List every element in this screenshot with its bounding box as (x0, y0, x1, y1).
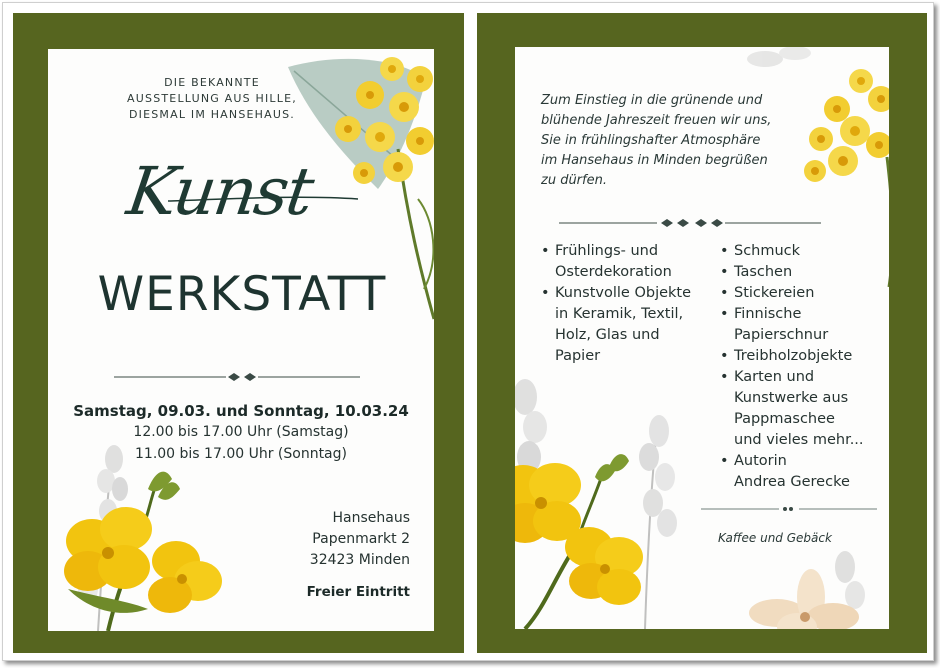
list-item-line: und vieles mehr... (734, 432, 864, 448)
list-item (720, 451, 880, 493)
address-street: Papenmarkt 2 (312, 531, 410, 547)
list-item-line: • Frühlings- und (555, 243, 659, 259)
right-flyer-card (515, 47, 889, 629)
list-item-line: Papier (555, 348, 601, 364)
welcome-line: blühende Jahreszeit freuen wir uns, (541, 113, 772, 128)
opening-time-sunday: 11.00 bis 17.00 Uhr (Sonntag) (135, 446, 347, 462)
list-item-line: • Karten und (734, 369, 815, 385)
list-item-line: • Schmuck (734, 243, 801, 259)
list-item-line: • Kunstvolle Objekte (555, 285, 692, 301)
list-item (720, 367, 880, 451)
welcome-line: Sie in frühlingshafter Atmosphäre (541, 133, 761, 148)
exhibit-list-left (541, 241, 711, 367)
list-item-line: Papierschnur (734, 327, 829, 343)
intro-line: DIE BEKANNTE (164, 76, 260, 89)
list-item (720, 283, 880, 304)
welcome-line: Zum Einstieg in die grünende und (541, 93, 763, 108)
welcome-text (541, 91, 801, 191)
admission-note: Freier Eintritt (306, 584, 410, 600)
left-flyer (13, 13, 464, 653)
list-item-line: Kunstwerke aus (734, 390, 849, 406)
evening-primrose-flower-icon (64, 472, 222, 631)
list-item (720, 262, 880, 283)
title-main: WERKSTATT (97, 267, 387, 322)
list-item-line: • Taschen (734, 264, 793, 280)
exhibit-list-right (720, 241, 880, 493)
address-city: 32423 Minden (309, 552, 410, 568)
right-flyer (477, 13, 927, 653)
list-item (541, 283, 711, 367)
intro-line: AUSSTELLUNG AUS HILLE, (127, 92, 297, 105)
ornament-divider-icon (559, 219, 821, 227)
list-item (541, 241, 711, 283)
list-item-line: • Autorin (734, 453, 787, 469)
ornament-divider-icon (701, 507, 877, 511)
list-item-line: Andrea Gerecke (734, 474, 850, 490)
list-item-line: in Keramik, Textil, (555, 306, 684, 322)
evening-primrose-flower-icon (515, 454, 643, 629)
welcome-line: im Hansehaus in Minden begrüßen (541, 153, 768, 168)
address-venue: Hansehaus (332, 510, 410, 526)
intro-text (82, 75, 342, 123)
refreshments-note: Kaffee und Gebäck (718, 531, 832, 545)
list-item-line: Pappmaschee (734, 411, 835, 427)
list-item (720, 304, 880, 346)
event-date: Samstag, 09.03. und Sonntag, 10.03.24 (73, 402, 409, 420)
opening-time-saturday: 12.00 bis 17.00 Uhr (Samstag) (133, 424, 349, 440)
flyer-spread (2, 2, 934, 661)
welcome-line: zu dürfen. (541, 173, 607, 188)
ornament-divider-icon (114, 373, 360, 381)
left-flyer-card (48, 49, 434, 631)
list-item-line: • Finnische (734, 306, 802, 322)
list-item (720, 346, 880, 367)
list-item-line: Holz, Glas und (555, 327, 660, 343)
lavender-sprig-icon (747, 47, 811, 67)
list-item-line: Osterdekoration (555, 264, 672, 280)
list-item-line: • Stickereien (734, 285, 815, 301)
intro-line: DIESMAL IM HANSEHAUS. (128, 108, 295, 121)
title-script: Kunst (122, 153, 317, 230)
list-item-line: • Treibholzobjekte (734, 348, 853, 364)
list-item (720, 241, 880, 262)
